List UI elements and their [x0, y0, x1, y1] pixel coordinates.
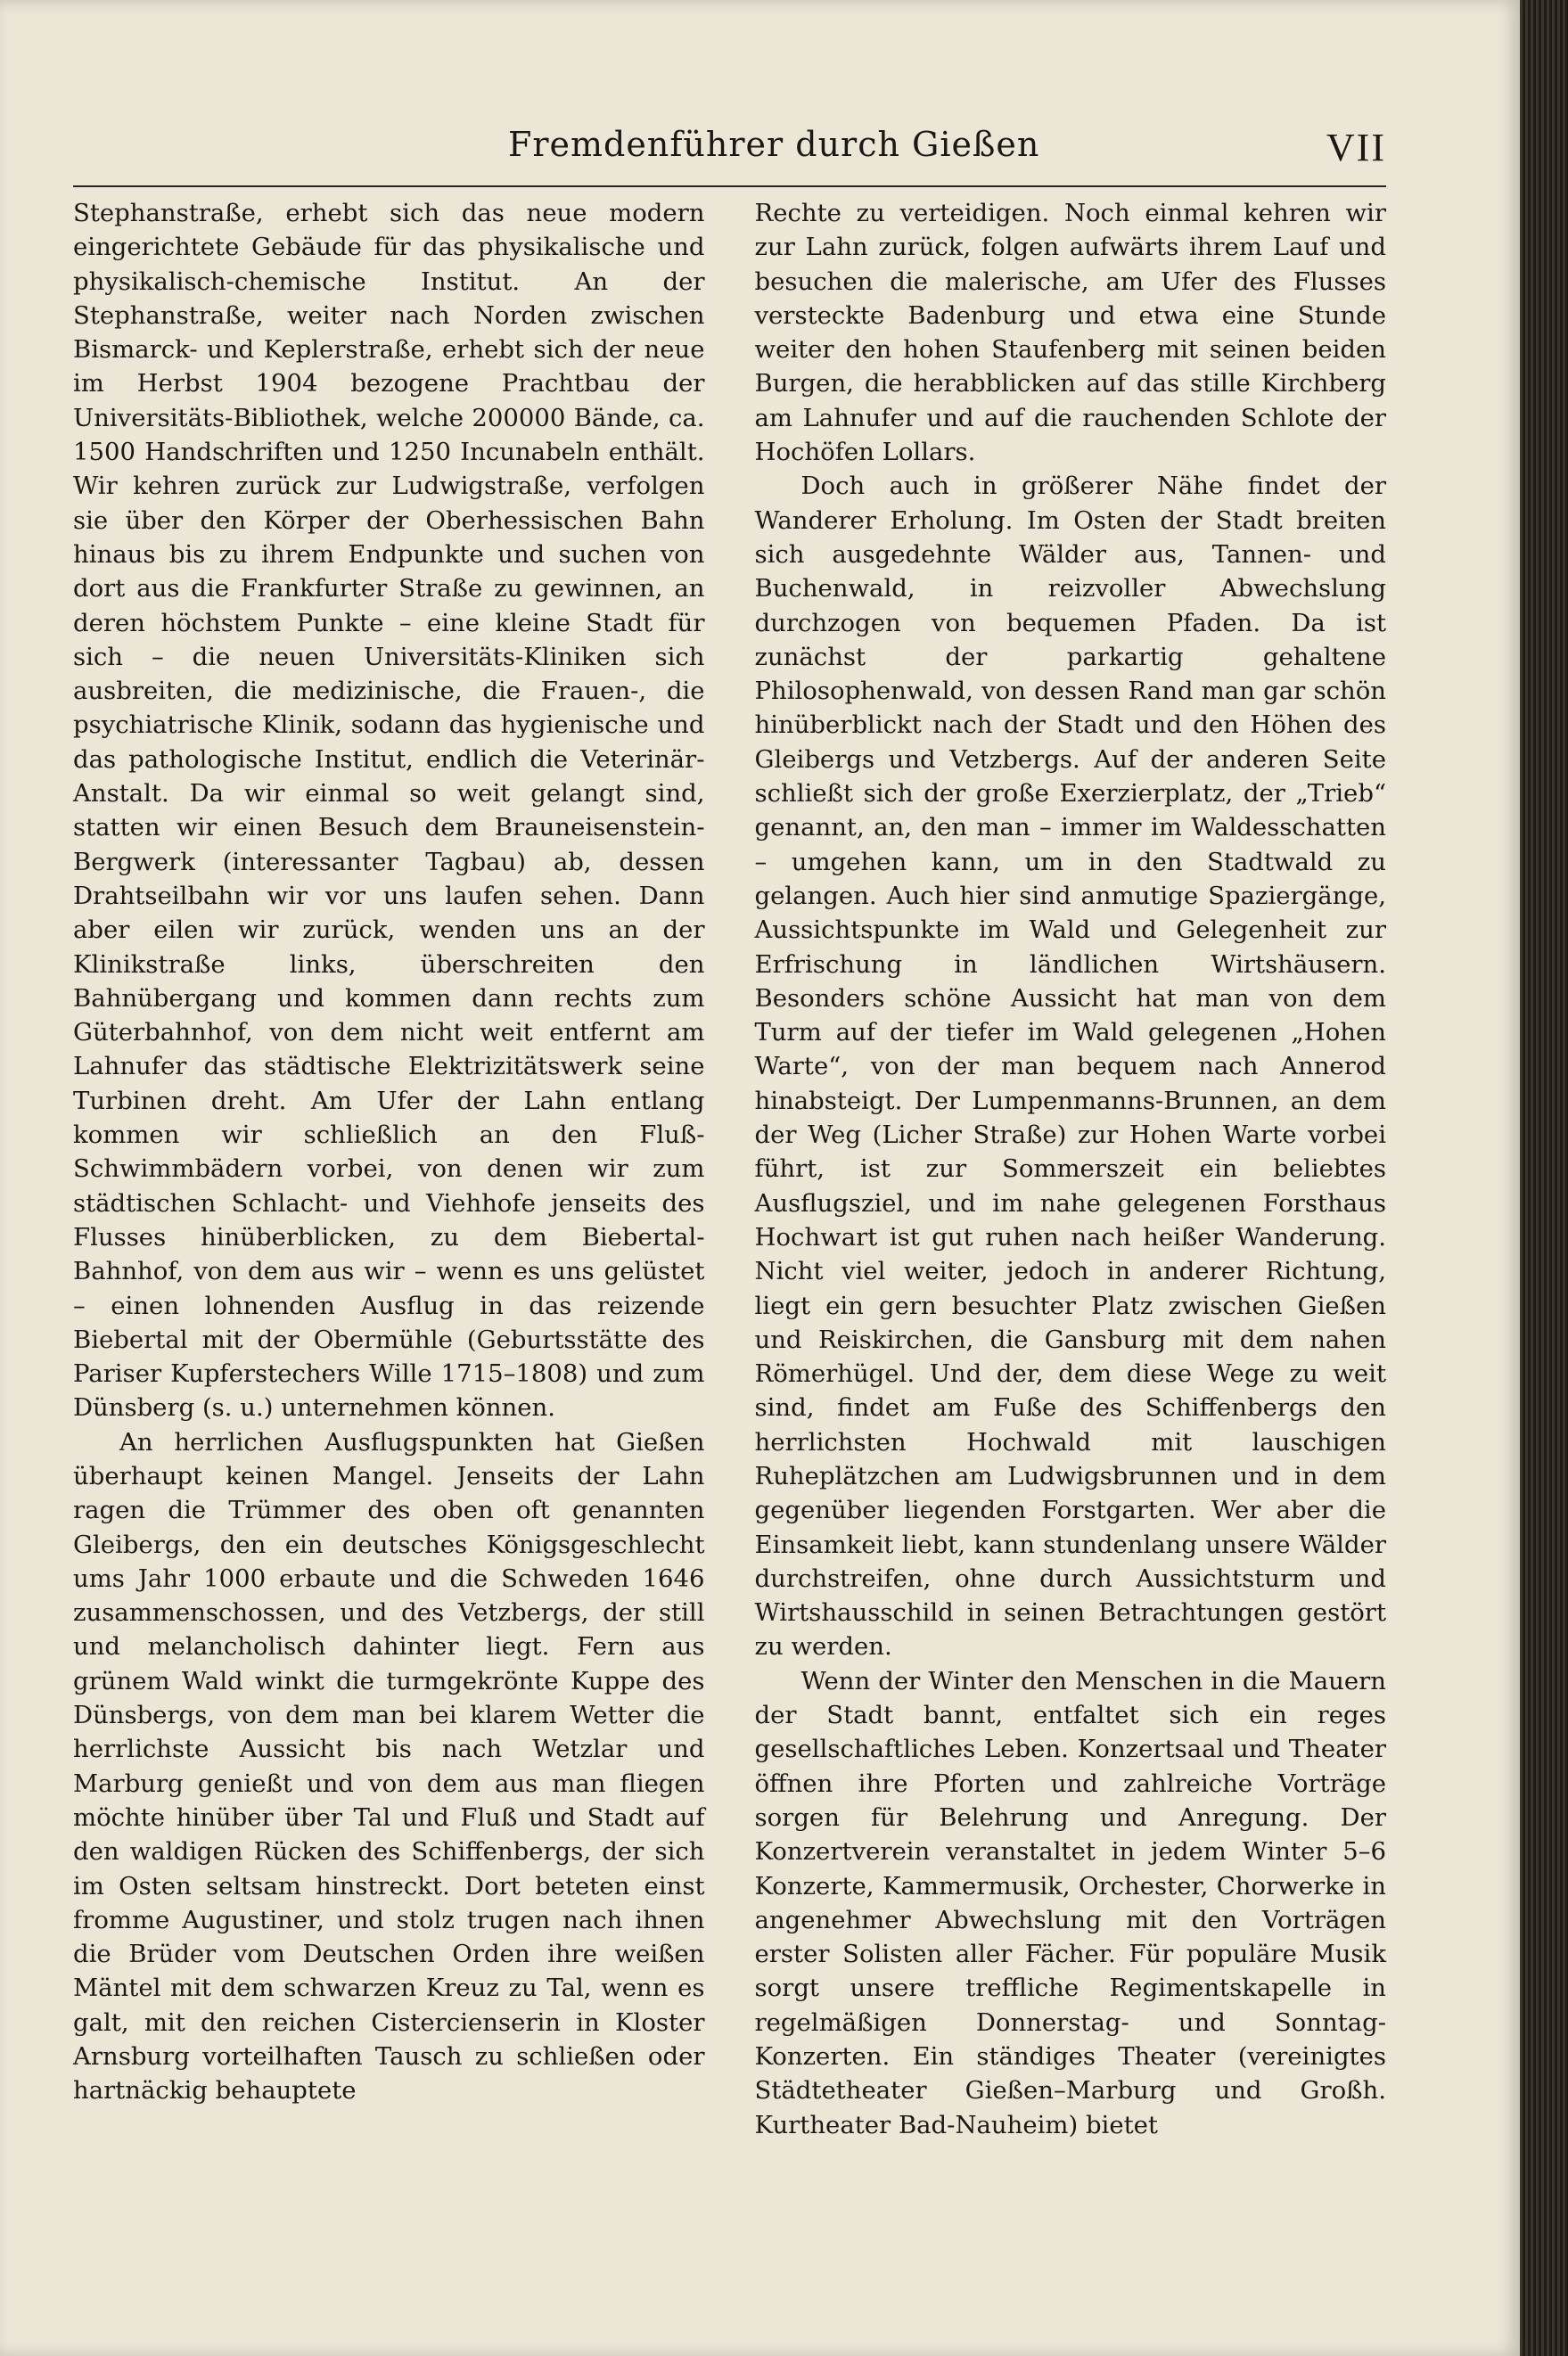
paragraph: Wenn der Winter den Menschen in die Mauern der Stadt bannt, entfaltet sich ein reges gesellschaftliches Leben. Konzertsaal und Theater öffnen ihre Pforten und zahlreiche Vorträge sorgen für Belehrung und Anregung. Der Konzertverein veranstaltet in jedem Winter 5–6 Konzerte, Kammermusik, Orchester, Chorwerke in angenehmer Abwechslung mit den Vorträgen erster Solisten aller Fächer. Für populäre Musik sorgt unsere treffliche Regimentskapelle in regelmäßigen Donnerstag- und Sonntag-Konzerten. Ein ständiges Theater (vereinigtes Städtetheater Gießen–Marburg und Großh. Kurtheater Bad-Nauheim) bietet — [754, 1666, 1386, 2139]
running-title: Fremdenführer durch Gießen — [508, 125, 1040, 164]
text-columns — [73, 196, 1386, 2142]
page-number: VII — [1326, 126, 1386, 169]
paragraph: Rechte zu verteidigen. Noch einmal kehren wir zur Lahn zurück, folgen aufwärts ihrem Lauf und besuchen die malerische, am Ufer des Flusses versteckte Badenburg und etwa eine Stunde weiter den hohen Staufenberg mit seinen beiden Burgen, die herabblicken auf das stille Kirchberg am Lahnufer und auf die rauchenden Schlote der Hochöfen Lollars. — [754, 199, 1386, 467]
paragraph: Stephanstraße, erhebt sich das neue modern eingerichtete Gebäude für das physikalische und physikalisch-chemische Institut. An der Stephanstraße, weiter nach Norden zwischen Bismarck- und Keplerstraße, erhebt sich der neue im Herbst 1904 bezogene Prachtbau der Universitäts-Bibliothek, welche 200000 Bände, ca. 1500 Handschriften und 1250 Incunabeln enthält. Wir kehren zurück zur Ludwigstraße, verfolgen sie über den Körper der Oberhessischen Bahn hinaus bis zu ihrem Endpunkte und suchen von dort aus die Frankfurter Straße zu gewinnen, an deren höchstem Punkte – eine kleine Stadt für sich – die neuen Universitäts-Kliniken sich ausbreiten, die medizinische, die Frauen-, die psychiatrische Klinik, sodann das hygienische und das pathologische Institut, endlich die Veterinär-Anstalt. Da wir einmal so weit gelangt sind, statten wir einen Besuch dem Brauneisenstein-Bergwerk (interessanter Tagbau) ab, dessen Drahtseilbahn wir vor uns laufen sehen. Dann aber eilen wir zurück, wenden uns an der Klinikstraße links, überschreiten den Bahnübergang und kommen dann rechts zum Güterbahnhof, von dem nicht weit entfernt am Lahnufer das städtische Elektrizitätswerk seine Turbinen dreht. Am Ufer der Lahn entlang kommen wir schließlich an den Fluß-Schwimmbädern vorbei, von denen wir zum städtischen Schlacht- und Viehhofe jenseits des Flusses hinüberblicken, zu dem Biebertal-Bahnhof, von dem aus wir – wenn es uns gelüstet – einen lohnenden Ausflug in das reizende Biebertal mit der Obermühle (Geburtsstätte des Pariser Kupferstechers Wille 1715–1808) und zum Dünsberg (s. u.) unternehmen können. — [73, 199, 705, 1423]
left-column — [73, 196, 705, 2142]
page-header — [464, 125, 1386, 175]
right-column — [755, 196, 1387, 2142]
page-edge-shadow — [1520, 0, 1568, 2356]
header-rule — [73, 185, 1386, 187]
paragraph: An herrlichen Ausflugspunkten hat Gießen überhaupt keinen Mangel. Jenseits der Lahn ragen die Trümmer des oben oft genannten Gleibergs, den ein deutsches Königsgeschlecht ums Jahr 1000 erbaute und die Schweden 1646 zusammenschossen, und des Vetzbergs, der still und melancholisch dahinter liegt. Fern aus grünem Wald winkt die turmgekrönte Kuppe des Dünsbergs, von dem man bei klarem Wetter die herrlichste Aussicht bis nach Wetzlar und Marburg genießt und von dem aus man fliegen möchte hinüber über Tal und Fluß und Stadt auf den waldigen Rücken des Schiffenbergs, der sich im Osten seltsam hinstreckt. Dort beteten einst fromme Augustiner, und stolz trugen nach ihnen die Brüder vom Deutschen Orden ihre weißen Mäntel mit dem schwarzen Kreuz zu Tal, wenn es galt, mit den reichen Cistercienserin in Kloster Arnsburg vorteilhaften Tausch zu schließen oder hartnäckig behauptete — [73, 1427, 705, 2106]
paragraph: Doch auch in größerer Nähe findet der Wanderer Erholung. Im Osten der Stadt breiten sich ausgedehnte Wälder aus, Tannen- und Buchenwald, in reizvoller Abwechslung durchzogen von bequemen Pfaden. Da ist zunächst der parkartig gehaltene Philosophenwald, von dessen Rand man gar schön hinüberblickt nach der Stadt und den Höhen des Gleibergs und Vetzbergs. Auf der anderen Seite schließt sich der große Exerzierplatz, der „Trieb“ genannt, an, den man – immer im Waldesschatten – umgehen kann, um in den Stadtwald zu gelangen. Auch hier sind anmutige Spaziergänge, Aussichtspunkte im Wald und Gelegenheit zur Erfrischung in ländlichen Wirtshäusern. Besonders schöne Aussicht hat man von dem Turm auf der tiefer im Wald gelegenen „Hohen Warte“, von der man bequem nach Annerod hinabsteigt. Der Lumpenmanns-Brunnen, an dem der Weg (Licher Straße) zur Hohen Warte vorbei führt, ist zur Sommerszeit ein beliebtes Ausflugsziel, und im nahe gelegenen Forsthaus Hochwart ist gut ruhen nach heißer Wanderung. Nicht viel weiter, jedoch in anderer Richtung, liegt ein gern besuchter Platz zwischen Gießen und Reiskirchen, die Gansburg mit dem nahen Römerhügel. Und der, dem diese Wege zu weit sind, findet am Fuße des Schiffenbergs den herrlichsten Hochwald mit lauschigen Ruheplätzchen am Ludwigsbrunnen und in dem gegenüber liegenden Forstgarten. Wer aber die Einsamkeit liebt, kann stundenlang unsere Wälder durchstreifen, ohne durch Aussichtsturm und Wirtshausschild in seinen Betrachtungen gestört zu werden. — [754, 472, 1386, 1662]
